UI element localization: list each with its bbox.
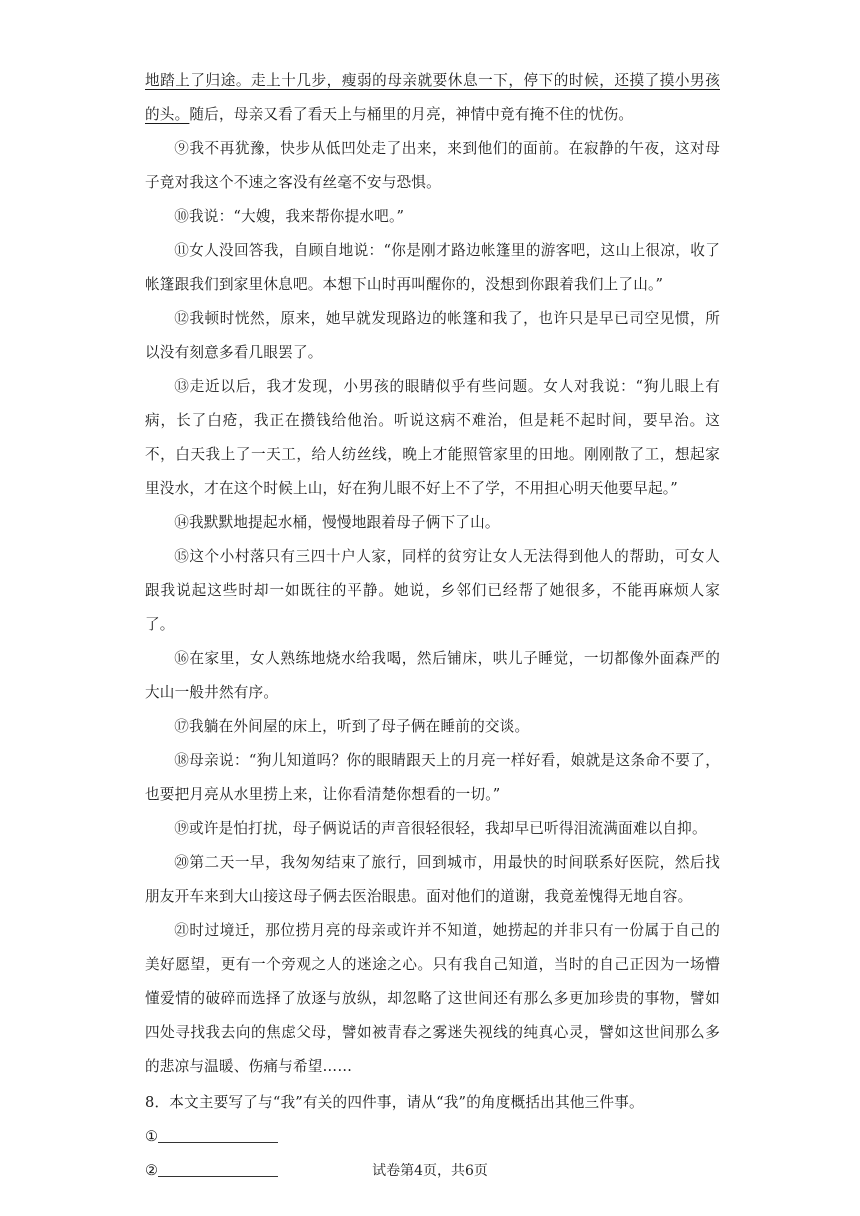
paragraph-13: ⑬走近以后，我才发现，小男孩的眼睛似乎有些问题。女人对我说：“狗儿眼上有病，长了白疮，我正在攒钱给他治。听说这病不难治，但是耗不起时间，要早治。这不，白天我上了一天工，给人纺丝线，晚上才能照管家里的田地。刚刚散了工，想起家里没水，才在这个时候上山，好在狗儿眼不好上不了学，不用担心明天他要早起。” [145,378,720,497]
paragraph-20: ⑳第二天一早，我匆匆结束了旅行，回到城市，用最快的时间联系好医院，然后找朋友开车来到大山接这母子俩去医治眼患。面对他们的道谢，我竟羞愧得无地自容。 [145,854,720,905]
paragraph-11: ⑪女人没回答我，自顾自地说：“你是刚才路边帐篷里的游客吧，这山上很凉，收了帐篷跟我们到家里休息吧。本想下山时再叫醒你的，没想到你跟着我们上了山。” [145,242,720,293]
paragraph-text: 随后，母亲又看了看天上与桶里的月亮，神情中竟有掩不住的忧伤。 [189,106,634,123]
question-8: 8．本文主要写了与“我”有关的四件事，请从“我”的角度概括出其他三件事。 [145,1094,644,1111]
paragraph-15: ⑮这个小村落只有三四十户人家，同样的贫穷让女人无法得到他人的帮助，可女人跟我说起这些时却一如既往的平静。她说，乡邻们已经帮了她很多，不能再麻烦人家了。 [145,548,720,633]
paragraph-10: ⑩我说：“大嫂，我来帮你提水吧。” [174,208,405,225]
article-body [145,64,720,1188]
page-footer: 试卷第4页，共6页 [372,1163,488,1179]
answer-line-1 [145,1120,720,1154]
paragraph-12: ⑫我顿时恍然，原来，她早就发现路边的帐篷和我了，也许只是早已司空见惯，所以没有刻意多看几眼罢了。 [145,310,720,361]
paragraph-17: ⑰我躺在外间屋的床上，听到了母子俩在睡前的交谈。 [174,718,530,735]
paragraph-16: ⑯在家里，女人熟练地烧水给我喝，然后铺床，哄儿子睡觉，一切都像外面森严的大山一般井然有序。 [145,650,720,701]
paragraph-21: ㉑时过境迁，那位捞月亮的母亲或许并不知道，她捞起的并非只有一份属于自己的美好愿望，更有一个旁观之人的迷途之心。只有我自己知道，当时的自己正因为一场懵懂爱情的破碎而选择了放逐与放纵，却忽略了这世间还有那么多更加珍贵的事物，譬如四处寻找我去向的焦虑父母，譬如被青春之雾迷失视线的纯真心灵，譬如这世间那么多的悲凉与温暖、伤痛与希望…… [145,922,720,1075]
paragraph-9: ⑨我不再犹豫，快步从低凹处走了出来，来到他们的面前。在寂静的午夜，这对母子竟对我这个不速之客没有丝毫不安与恐惧。 [145,140,720,191]
underlined-sentence: 地踏上了归途。走上十几步，瘦弱的母亲就要休息一下，停下的时候，还摸了摸小男孩的头。 [145,72,720,123]
answer-label-2: ② [145,1162,159,1179]
paragraph-continuation [145,64,720,132]
answer-label-1: ① [145,1128,159,1145]
paragraph-14: ⑭我默默地提起水桶，慢慢地跟着母子俩下了山。 [174,514,500,531]
answer-blank-1[interactable] [158,1127,278,1143]
paragraph-19: ⑲或许是怕打扰，母子俩说话的声音很轻很轻，我却早已听得泪流满面难以自抑。 [174,820,707,837]
paragraph-18: ⑱母亲说：“狗儿知道吗？你的眼睛跟天上的月亮一样好看，娘就是这条命不要了，也要把月亮从水里捞上来，让你看清楚你想看的一切。” [145,752,720,803]
